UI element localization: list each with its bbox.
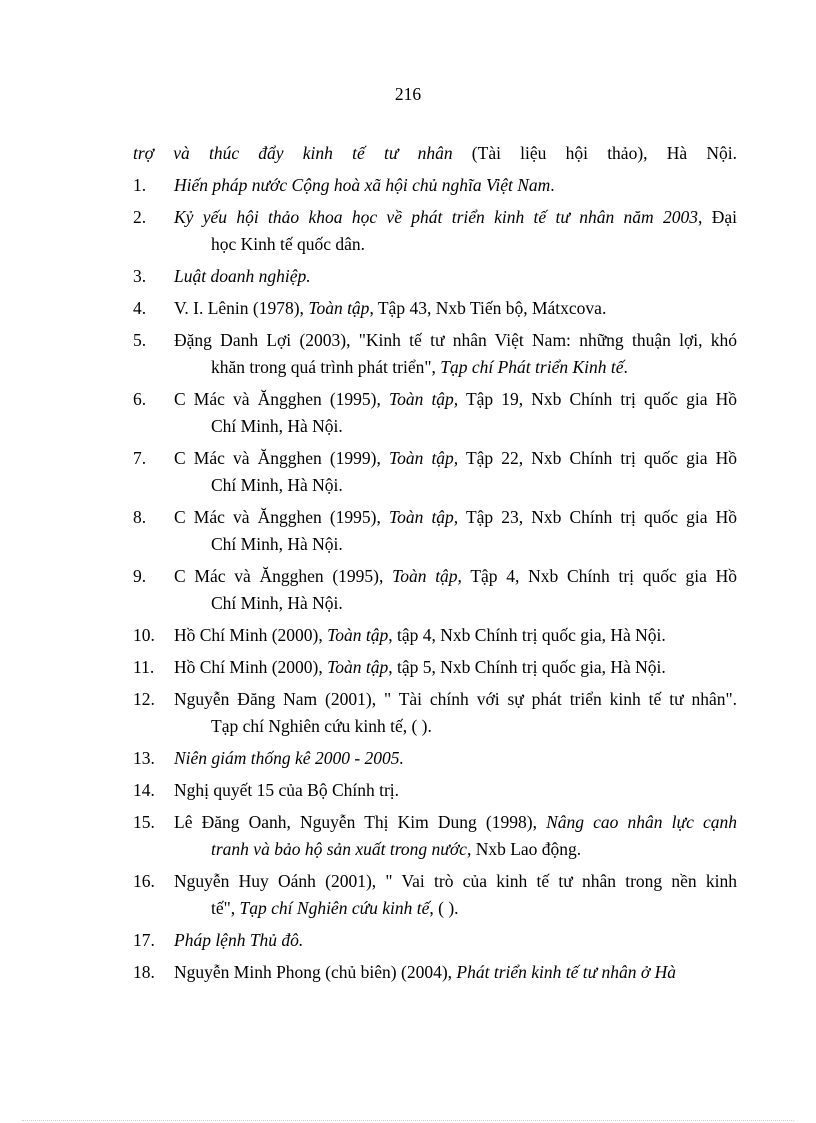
reference-number: 6. [133, 389, 147, 409]
reference-number: 7. [133, 448, 147, 468]
reference-item [133, 172, 737, 199]
reference-title: Phát triển kinh tế tư nhân ở Hà [456, 962, 677, 982]
reference-text: . [550, 175, 555, 195]
reference-text-line [174, 563, 737, 590]
page-number: 216 [394, 84, 422, 104]
reference-text-line [174, 172, 737, 199]
reference-text-line [174, 686, 737, 713]
reference-text: C Mác và Ăngghen (1995), [174, 507, 389, 527]
reference-number: 10. [133, 625, 155, 645]
reference-text: khăn trong quá trình phát triển", [211, 357, 441, 377]
reference-text: Tập 23, Nxb Chính trị quốc gia Hồ [458, 507, 737, 527]
reference-item [133, 263, 737, 290]
reference-text-line [174, 204, 737, 231]
reference-text: Tập 22, Nxb Chính trị quốc gia Hồ [458, 448, 737, 468]
continued-reference-line [133, 140, 737, 167]
reference-item [133, 809, 737, 863]
reference-text: Nguyễn Đăng Nam (2001), " Tài chính với sự phát triển kinh tế tư nhân". [174, 689, 737, 709]
reference-text-line [174, 327, 737, 354]
intro-italic: trợ và thúc đẩy kinh tế tư nhân [133, 143, 453, 163]
reference-item [133, 445, 737, 499]
reference-number: 16. [133, 871, 155, 891]
reference-item [133, 927, 737, 954]
reference-text-continuation [211, 413, 737, 440]
reference-text-line [174, 263, 737, 290]
reference-text-line [174, 745, 737, 772]
reference-text-continuation [211, 590, 737, 617]
reference-text: C Mác và Ăngghen (1995), [174, 389, 389, 409]
reference-item [133, 959, 737, 986]
reference-number: 11. [133, 657, 155, 677]
reference-text: Đặng Danh Lợi (2003), "Kinh tế tư nhân Việt Nam: những thuận lợi, khó [174, 330, 737, 350]
reference-text-continuation [211, 231, 737, 258]
reference-number: 18. [133, 962, 155, 982]
reference-text-line [174, 386, 737, 413]
reference-title: Hiến pháp nước Cộng hoà xã hội chủ nghĩa Việt Nam [174, 175, 551, 195]
reference-title: Luật doanh nghiệp. [174, 266, 311, 286]
reference-item [133, 504, 737, 558]
reference-number: 17. [133, 930, 155, 950]
reference-title: Toàn tập, [388, 448, 459, 468]
reference-title: Toàn tập [327, 657, 389, 677]
reference-text-line [174, 622, 737, 649]
reference-item [133, 204, 737, 258]
reference-number: 1. [133, 175, 147, 195]
reference-text-line [174, 504, 737, 531]
reference-title: Toàn tập [308, 298, 370, 318]
reference-text: , tập 4, Nxb Chính trị quốc gia, Hà Nội. [388, 625, 666, 645]
reference-title: Toàn tập, [388, 389, 459, 409]
reference-text: Chí Minh, Hà Nội. [211, 416, 343, 436]
reference-text-continuation [211, 354, 737, 381]
reference-number: 3. [133, 266, 147, 286]
reference-text: Nguyễn Minh Phong (chủ biên) (2004), [174, 962, 457, 982]
reference-item [133, 622, 737, 649]
reference-item [133, 654, 737, 681]
reference-title: Pháp lệnh Thủ đô. [174, 930, 304, 950]
intro-rest: (Tài liệu hội thảo), Hà Nội. [452, 143, 737, 163]
reference-text: C Mác và Ăngghen (1995), [174, 566, 393, 586]
reference-number: 15. [133, 812, 155, 832]
reference-item [133, 327, 737, 381]
reference-title: tranh và bảo hộ sản xuất trong nước [211, 839, 467, 859]
reference-item [133, 868, 737, 922]
reference-number: 9. [133, 566, 147, 586]
reference-title: Tạp chí Phát triển Kinh tế [440, 357, 624, 377]
reference-title: Tạp chí Nghiên cứu kinh tế [239, 898, 430, 918]
reference-item [133, 386, 737, 440]
reference-text: Chí Minh, Hà Nội. [211, 534, 343, 554]
reference-text: học Kinh tế quốc dân. [211, 234, 366, 254]
reference-text: Nghị quyết 15 của Bộ Chính trị. [174, 780, 400, 800]
reference-title: Toàn tập, [388, 507, 459, 527]
reference-number: 2. [133, 207, 147, 227]
reference-list [133, 140, 737, 991]
reference-text-line [174, 927, 737, 954]
reference-text: C Mác và Ăngghen (1999), [174, 448, 389, 468]
footer-divider [22, 1120, 794, 1121]
reference-text-line [174, 809, 737, 836]
reference-number: 13. [133, 748, 155, 768]
reference-text: Hồ Chí Minh (2000), [174, 625, 328, 645]
reference-text-continuation [211, 531, 737, 558]
reference-text-line [174, 295, 737, 322]
reference-text-line [174, 777, 737, 804]
reference-text-line [174, 654, 737, 681]
reference-number: 14. [133, 780, 155, 800]
reference-text: . [623, 357, 628, 377]
reference-text: , Nxb Lao động. [466, 839, 582, 859]
reference-item [133, 295, 737, 322]
reference-text: Lê Đăng Oanh, Nguyễn Thị Kim Dung (1998), [174, 812, 547, 832]
reference-text: Tạp chí Nghiên cứu kinh tế, ( ). [211, 716, 432, 736]
reference-number: 8. [133, 507, 147, 527]
reference-text: Chí Minh, Hà Nội. [211, 593, 343, 613]
reference-number: 12. [133, 689, 155, 709]
reference-text-line [174, 445, 737, 472]
reference-text: tế", [211, 898, 240, 918]
reference-number: 4. [133, 298, 147, 318]
reference-item [133, 777, 737, 804]
reference-item [133, 745, 737, 772]
reference-title: Kỷ yếu hội thảo khoa học về phát triển kinh tế tư nhân năm 2003 [174, 207, 699, 227]
reference-text: Hồ Chí Minh (2000), [174, 657, 328, 677]
reference-text: Tập 4, Nxb Chính trị quốc gia Hồ [461, 566, 737, 586]
reference-title: Toàn tập, [392, 566, 462, 586]
reference-text-line [174, 868, 737, 895]
reference-text-continuation [211, 836, 737, 863]
reference-text: , tập 5, Nxb Chính trị quốc gia, Hà Nội. [388, 657, 666, 677]
reference-text: Nguyễn Huy Oánh (2001), " Vai trò của kinh tế tư nhân trong nền kinh [174, 871, 737, 891]
reference-title: Niên giám thống kê 2000 - 2005. [174, 748, 404, 768]
reference-text-continuation [211, 895, 737, 922]
reference-text-continuation [211, 472, 737, 499]
reference-item [133, 563, 737, 617]
reference-text: , ( ). [429, 898, 459, 918]
reference-text: , Đại [698, 207, 737, 227]
reference-title: Nâng cao nhân lực cạnh [546, 812, 737, 832]
reference-text: V. I. Lênin (1978), [174, 298, 309, 318]
reference-item [133, 686, 737, 740]
reference-text: , Tập 43, Nxb Tiến bộ, Mátxcova. [369, 298, 607, 318]
reference-text: Tập 19, Nxb Chính trị quốc gia Hồ [458, 389, 737, 409]
reference-number: 5. [133, 330, 147, 350]
reference-text: Chí Minh, Hà Nội. [211, 475, 343, 495]
reference-text-continuation [211, 713, 737, 740]
reference-title: Toàn tập [327, 625, 389, 645]
reference-text-line [174, 959, 737, 986]
